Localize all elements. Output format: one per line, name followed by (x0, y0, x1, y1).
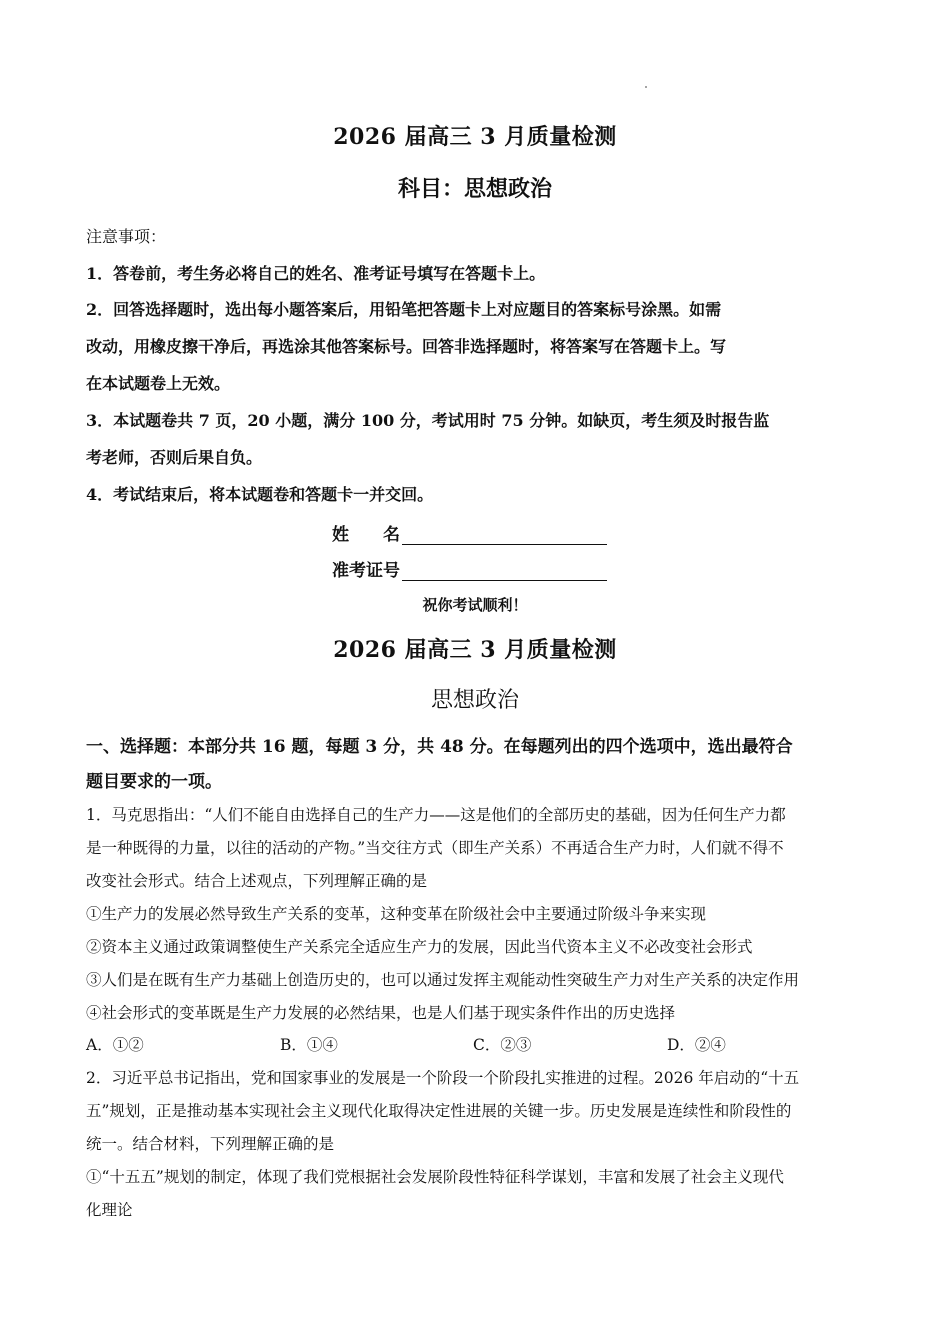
exam-title: 2026 届高三 3 月质量检测 (333, 124, 617, 150)
question-line: 改变社会形式。结合上述观点，下列理解正确的是 (86, 872, 428, 890)
statement-line: ①“十五五”规划的制定，体现了我们党根据社会发展阶段性特征科学谋划，丰富和发展了社会主义现代 (86, 1168, 784, 1186)
id-label: 准考证号 (332, 561, 400, 581)
id-blank (402, 562, 607, 581)
question-line: 统一。结合材料，下列理解正确的是 (86, 1135, 335, 1153)
notice-line: 1．答卷前，考生务必将自己的姓名、准考证号填写在答题卡上。 (86, 264, 546, 283)
exam-subject: 科目：思想政治 (397, 176, 552, 202)
statement-line: ④社会形式的变革既是生产力发展的必然结果，也是人们基于现实条件作出的历史选择 (86, 1004, 676, 1022)
question-line: 2．习近平总书记指出，党和国家事业的发展是一个阶段一个阶段扎实推进的过程。2026 年启动的“十五 (86, 1069, 800, 1087)
section-subject: 思想政治 (430, 688, 519, 713)
notice-line: 改动，用橡皮擦干净后，再选涂其他答案标号。回答非选择题时，将答案写在答题卡上。写 (86, 337, 727, 356)
section-intro: 题目要求的一项。 (86, 772, 222, 792)
name-field (332, 520, 607, 545)
notice-heading: 注意事项： (86, 227, 167, 246)
option-b: B．①④ (280, 1036, 338, 1054)
notice-line: 4．考试结束后，将本试题卷和答题卡一并交回。 (86, 485, 434, 504)
question-line: 1．马克思指出：“人们不能自由选择自己的生产力——这是他们的全部历史的基础，因为任何生产力都 (86, 806, 786, 824)
question-line: 五”规划，正是推动基本实现社会主义现代化取得决定性进展的关键一步。历史发展是连续性和阶段性的 (86, 1102, 792, 1120)
option-c: C．②③ (473, 1036, 532, 1054)
question-line: 是一种既得的力量，以往的活动的产物。”当交往方式（即生产关系）不再适合生产力时，人们就不得不 (86, 839, 784, 857)
notice-line: 2．回答选择题时，选出每小题答案后，用铅笔把答题卡上对应题目的答案标号涂黑。如需 (86, 300, 722, 319)
notice-line: 在本试题卷上无效。 (86, 374, 231, 393)
statement-line: ②资本主义通过政策调整使生产关系完全适应生产力的发展，因此当代资本主义不必改变社会形式 (86, 938, 753, 956)
name-label: 姓 名 (332, 525, 400, 545)
id-field (332, 556, 607, 581)
notice-line: 3．本试题卷共 7 页，20 小题，满分 100 分，考试用时 75 分钟。如缺页，考生须及时报告监 (86, 411, 770, 430)
section-title: 2026 届高三 3 月质量检测 (333, 637, 617, 663)
scan-speck (645, 86, 647, 88)
statement-line: 化理论 (86, 1201, 133, 1219)
option-d: D．②④ (667, 1036, 726, 1054)
statement-line: ③人们是在既有生产力基础上创造历史的，也可以通过发挥主观能动性突破生产力对生产关系的决定作用 (86, 971, 800, 989)
good-luck-text: 祝你考试顺利！ (422, 596, 528, 614)
statement-line: ①生产力的发展必然导致生产关系的变革，这种变革在阶级社会中主要通过阶级斗争来实现 (86, 905, 707, 923)
section-intro: 一、选择题：本部分共 16 题，每题 3 分，共 48 分。在每题列出的四个选项中，选出最符合 (86, 737, 793, 757)
notice-line: 考老师，否则后果自负。 (86, 448, 263, 467)
name-blank (402, 526, 607, 545)
option-a: A．①② (86, 1036, 144, 1054)
